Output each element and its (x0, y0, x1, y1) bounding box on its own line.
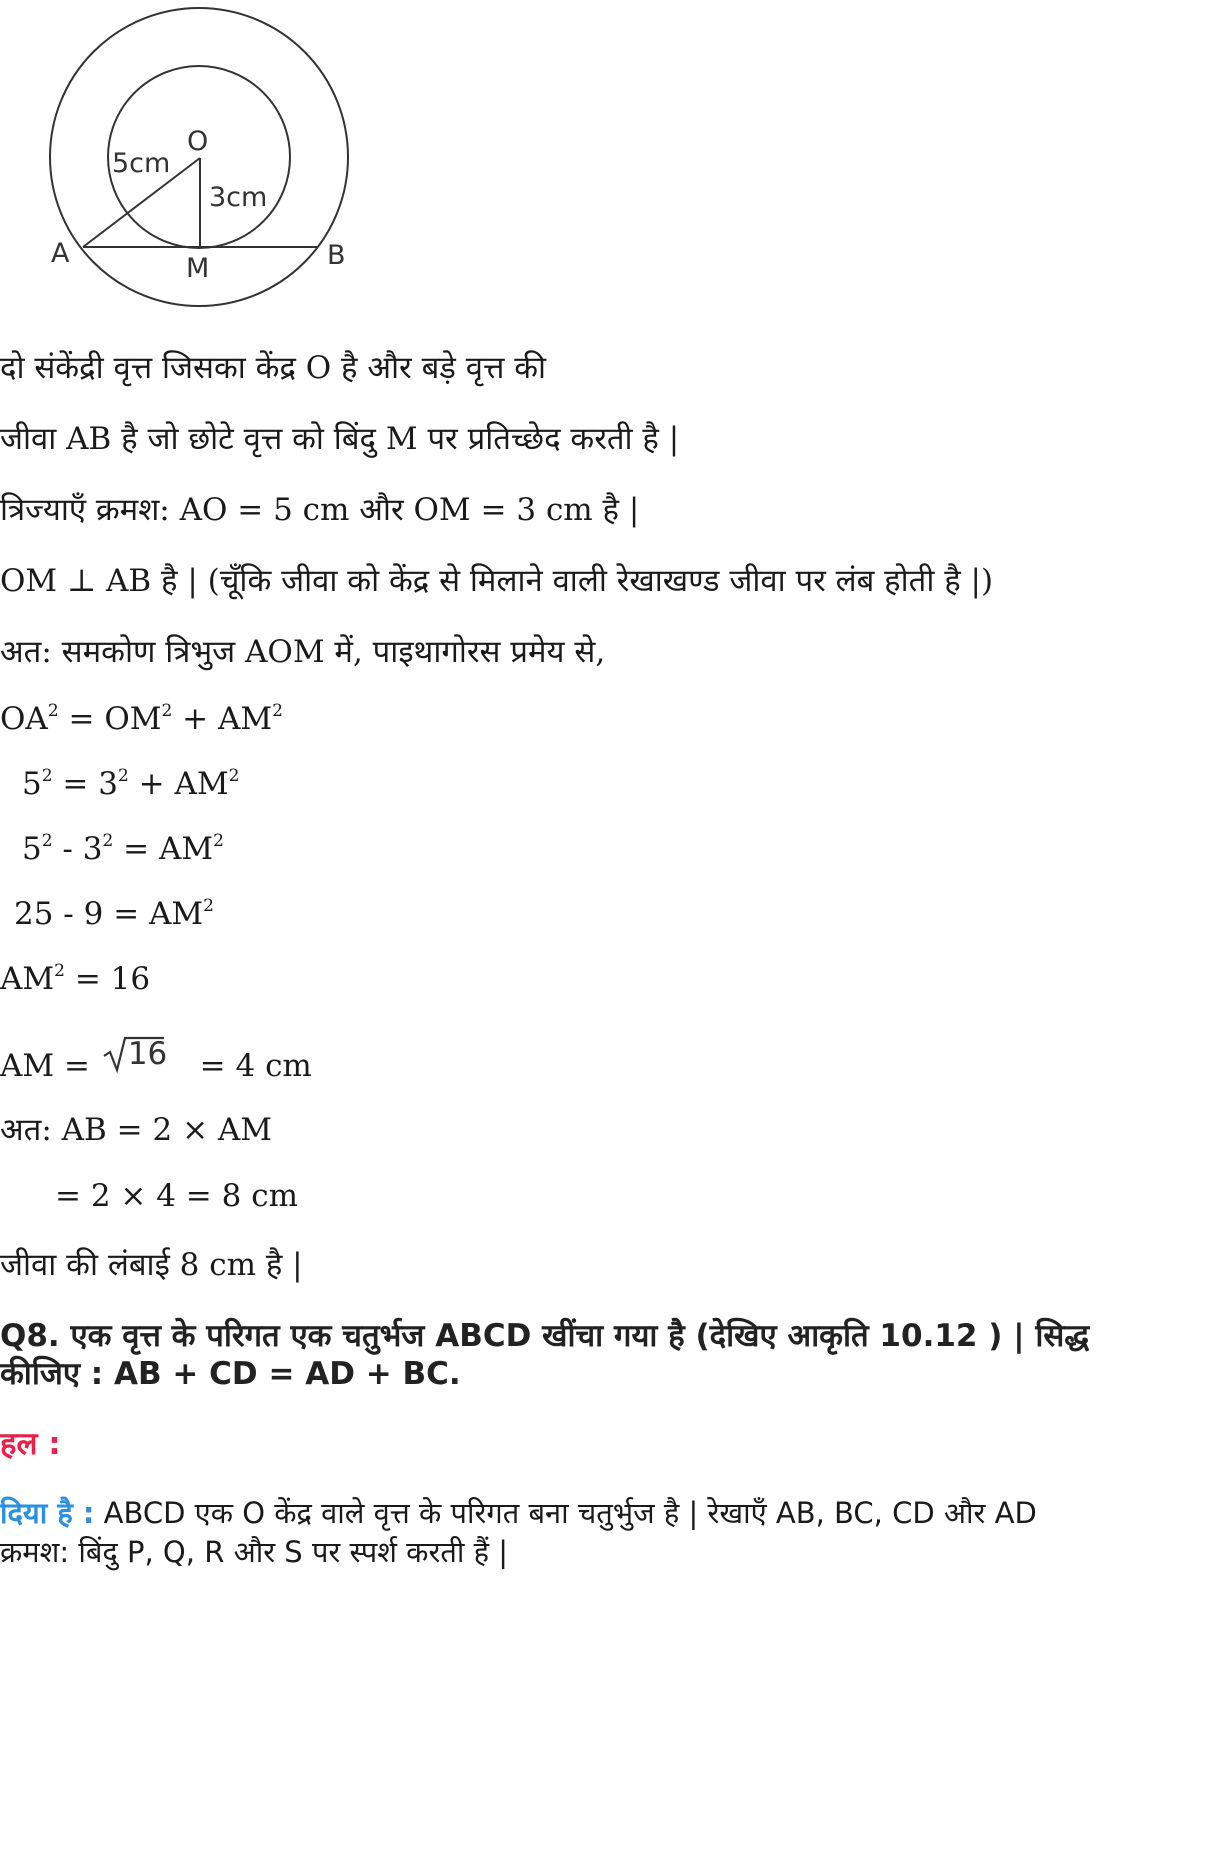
equation-4: $25 - 9 = AM^2$ (14, 896, 214, 932)
label-a: A (51, 238, 70, 269)
given-label: दिया है : (0, 1496, 95, 1530)
equation-6: AM = 16 = 4 cm (0, 1036, 312, 1084)
solution-label: हल : (0, 1426, 61, 1462)
equation-8: = 2 × 4 = 8 cm (55, 1178, 298, 1214)
equation-1: $OA^2 = OM^2 + AM^2$ (0, 701, 283, 737)
given-line-2: क्रमश: बिंदु P, Q, R और S पर स्पर्श करती हैं | (0, 1535, 508, 1569)
concentric-circles-figure (40, 0, 420, 320)
solution-line-5: अत: समकोण त्रिभुज AOM में, पाइथागोरस प्रमेय से, (0, 634, 606, 670)
question-8-line-2: कीजिए : AB + CD = AD + BC. (0, 1356, 461, 1392)
label-5cm: 5cm (112, 148, 171, 179)
solution-line-3: त्रिज्याएँ क्रमश: AO = 5 cm और OM = 3 cm है | (0, 492, 640, 528)
equation-3: $5^2 - 3^2 = AM^2$ (22, 831, 224, 867)
label-b: B (327, 240, 346, 271)
label-o: O (187, 126, 209, 157)
solution-line-4: OM ⊥ AB है | (चूँकि जीवा को केंद्र से मिलाने वाली रेखाखण्ड जीवा पर लंब होती है |) (0, 563, 994, 599)
sqrt-symbol: 16 (102, 1040, 188, 1080)
equation-7: अत: AB = 2 × AM (0, 1112, 273, 1148)
label-3cm: 3cm (209, 182, 268, 213)
solution-line-2: जीवा AB है जो छोटे वृत्त को बिंदु M पर प्रतिच्छेद करती है | (0, 421, 680, 457)
equation-5: $AM^2 = 16$ (0, 961, 151, 997)
equation-2: $5^2 = 3^2 + AM^2$ (22, 766, 240, 802)
given-text: ABCD एक O केंद्र वाले वृत्त के परिगत बना चतुर्भुज है | रेखाएँ AB, BC, CD और AD (94, 1496, 1037, 1530)
given-line (0, 1493, 1037, 1533)
conclusion: जीवा की लंबाई 8 cm है | (0, 1247, 303, 1283)
question-8-line-1: Q8. एक वृत्त के परिगत एक चतुर्भज ABCD खींचा गया है (देखिए आकृति 10.12 ) | सिद्ध (0, 1318, 1090, 1354)
label-m: M (186, 253, 210, 284)
solution-line-1: दो संकेंद्री वृत्त जिसका केंद्र O है और बड़े वृत्त की (0, 350, 547, 386)
